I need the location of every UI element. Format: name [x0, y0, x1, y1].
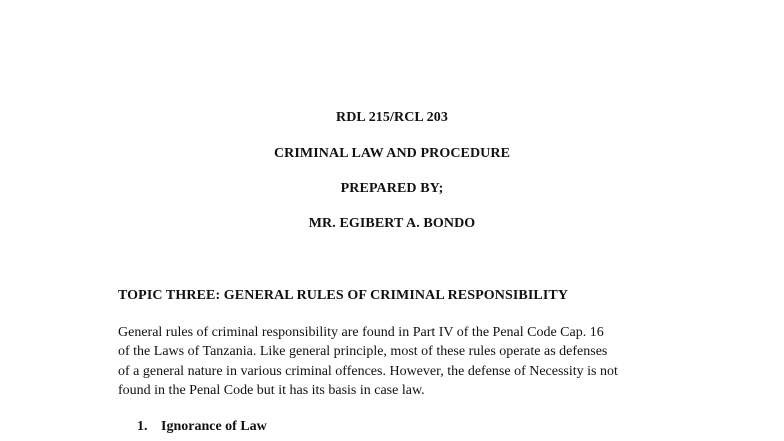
author-name: MR. EGIBERT A. BONDO: [308, 216, 476, 231]
course-title: CRIMINAL LAW AND PROCEDURE: [273, 146, 511, 161]
course-code: RDL 215/RCL 203: [336, 110, 448, 125]
paragraph-line: of a general nature in various criminal offences. However, the defense of Necessity is not: [118, 363, 618, 379]
paragraph-line: General rules of criminal responsibility are found in Part IV of the Penal Code Cap. 16: [118, 325, 604, 340]
topic-heading: TOPIC THREE: GENERAL RULES OF CRIMINAL RESPONSIBILITY: [118, 288, 569, 303]
paragraph-line: of the Laws of Tanzania. Like general principle, most of these rules operate as defenses: [118, 344, 608, 360]
list-item-label: Ignorance of Law: [161, 419, 267, 434]
intro-paragraph: [118, 323, 668, 400]
list-item-ignorance-of-law: [137, 419, 267, 435]
list-item-number: 1.: [137, 419, 148, 434]
prepared-by-label: PREPARED BY;: [340, 181, 444, 196]
paragraph-line: found in the Penal Code but it has its basis in case law.: [118, 382, 425, 398]
